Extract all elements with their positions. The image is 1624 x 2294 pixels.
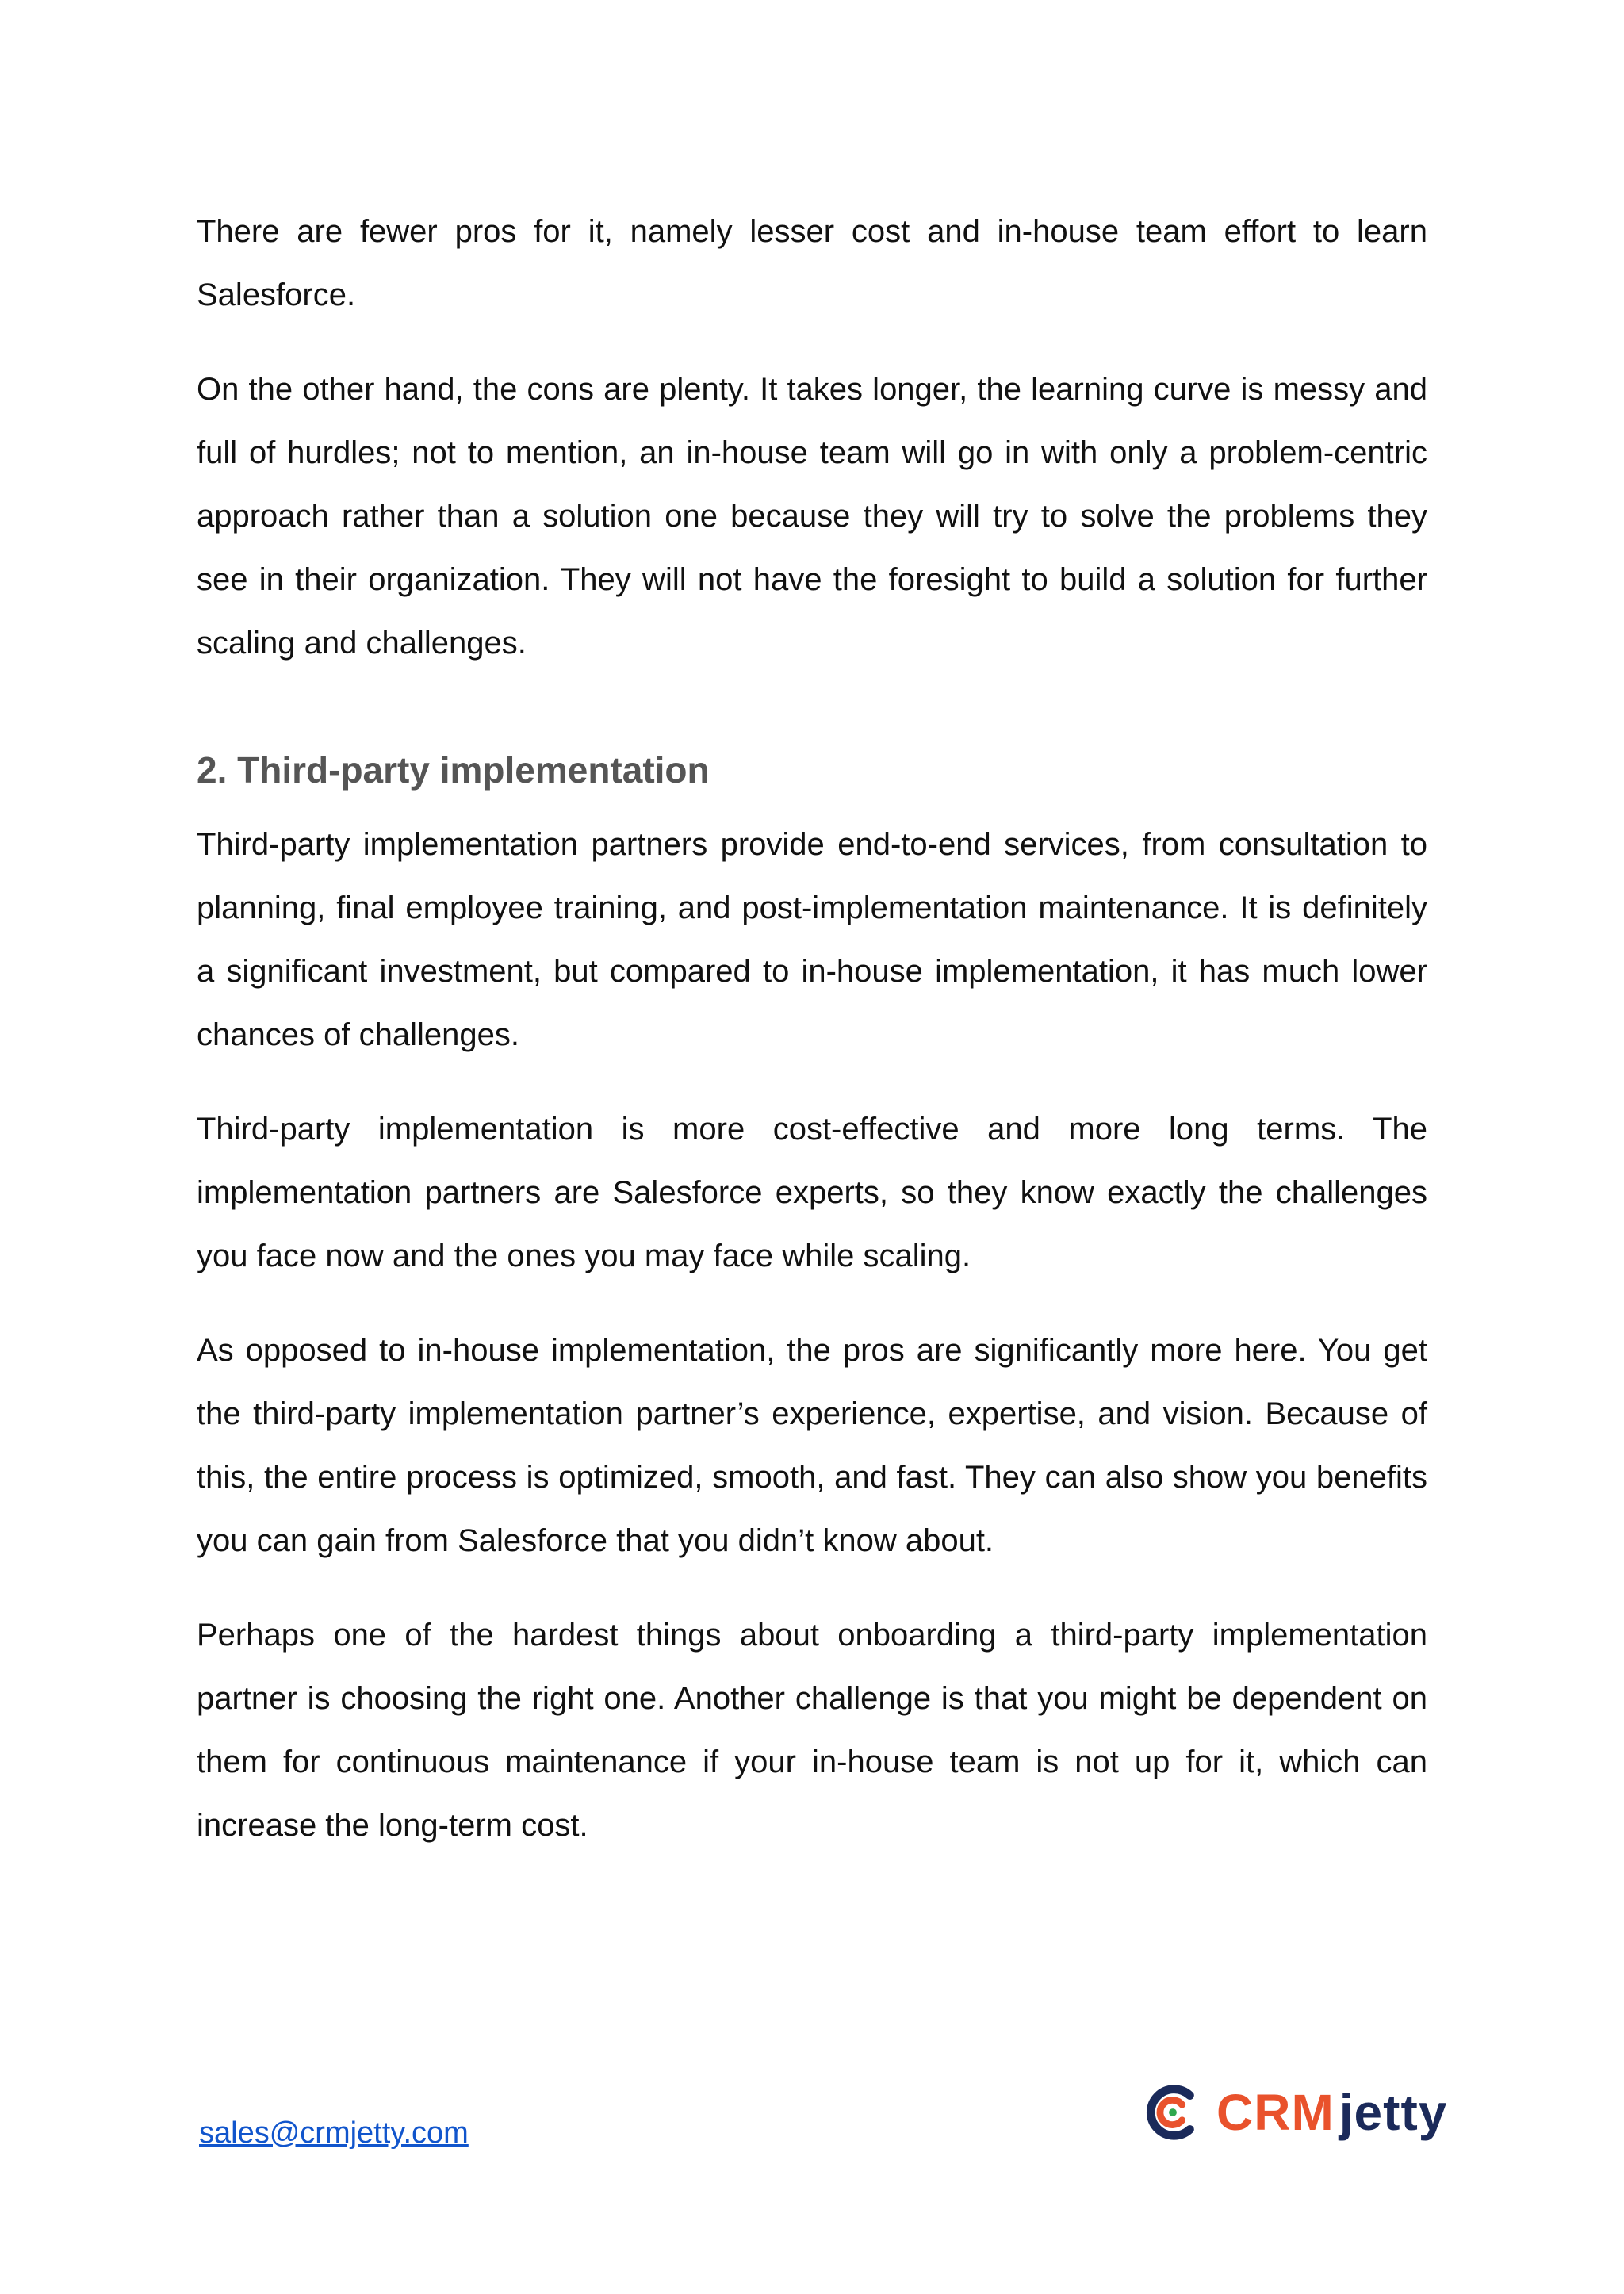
logo-text-crm: CRM xyxy=(1216,2084,1335,2141)
logo-text-jetty: jetty xyxy=(1339,2084,1448,2141)
crmjetty-c-logo-icon xyxy=(1142,2081,1204,2143)
paragraph-intro-pros: There are fewer pros for it, namely lesser cost and in-house team effort to learn Salesforce. xyxy=(197,214,1427,312)
crmjetty-logo xyxy=(1142,2078,1448,2147)
paragraph-third-party-pros: As opposed to in-house implementation, the pros are significantly more here. You get the third-party implementation partner’s experience, expertise, and vision. Because of this, the entire process is optimized, smooth, and fast. They can also show you benefits you can gain from Salesforce that you didn’t know about. xyxy=(197,1333,1427,1558)
document-content xyxy=(197,200,1427,1857)
paragraph-third-party-challenges: Perhaps one of the hardest things about onboarding a third-party implementation partner is choosing the right one. Another challenge is that you might be dependent on them for continuous maintenance if your in-house team is not up for it, which can increase the long-term cost. xyxy=(197,1618,1427,1843)
section-heading: 2. Third-party implementation xyxy=(197,749,710,791)
footer-email-link[interactable]: sales@crmjetty.com xyxy=(199,2116,469,2150)
paragraph-third-party-services: Third-party implementation partners provide end-to-end services, from consultation to planning, final employee training, and post-implementation maintenance. It is definitely a significant investment, but compared to in-house implementation, it has much lower chances of challenges. xyxy=(197,827,1427,1052)
logo-wordmark xyxy=(1216,2081,1447,2144)
paragraph-intro-cons: On the other hand, the cons are plenty. It takes longer, the learning curve is messy and full of hurdles; not to mention, an in-house team will go in with only a problem-centric approach rather than a solution one because they will try to solve the problems they see in their organization. They will not have the foresight to build a solution for further scaling and challenges. xyxy=(197,372,1427,661)
paragraph-third-party-cost: Third-party implementation is more cost-effective and more long terms. The implementation partners are Salesforce experts, so they know exactly the challenges you face now and the ones you may face while scaling. xyxy=(197,1112,1427,1273)
